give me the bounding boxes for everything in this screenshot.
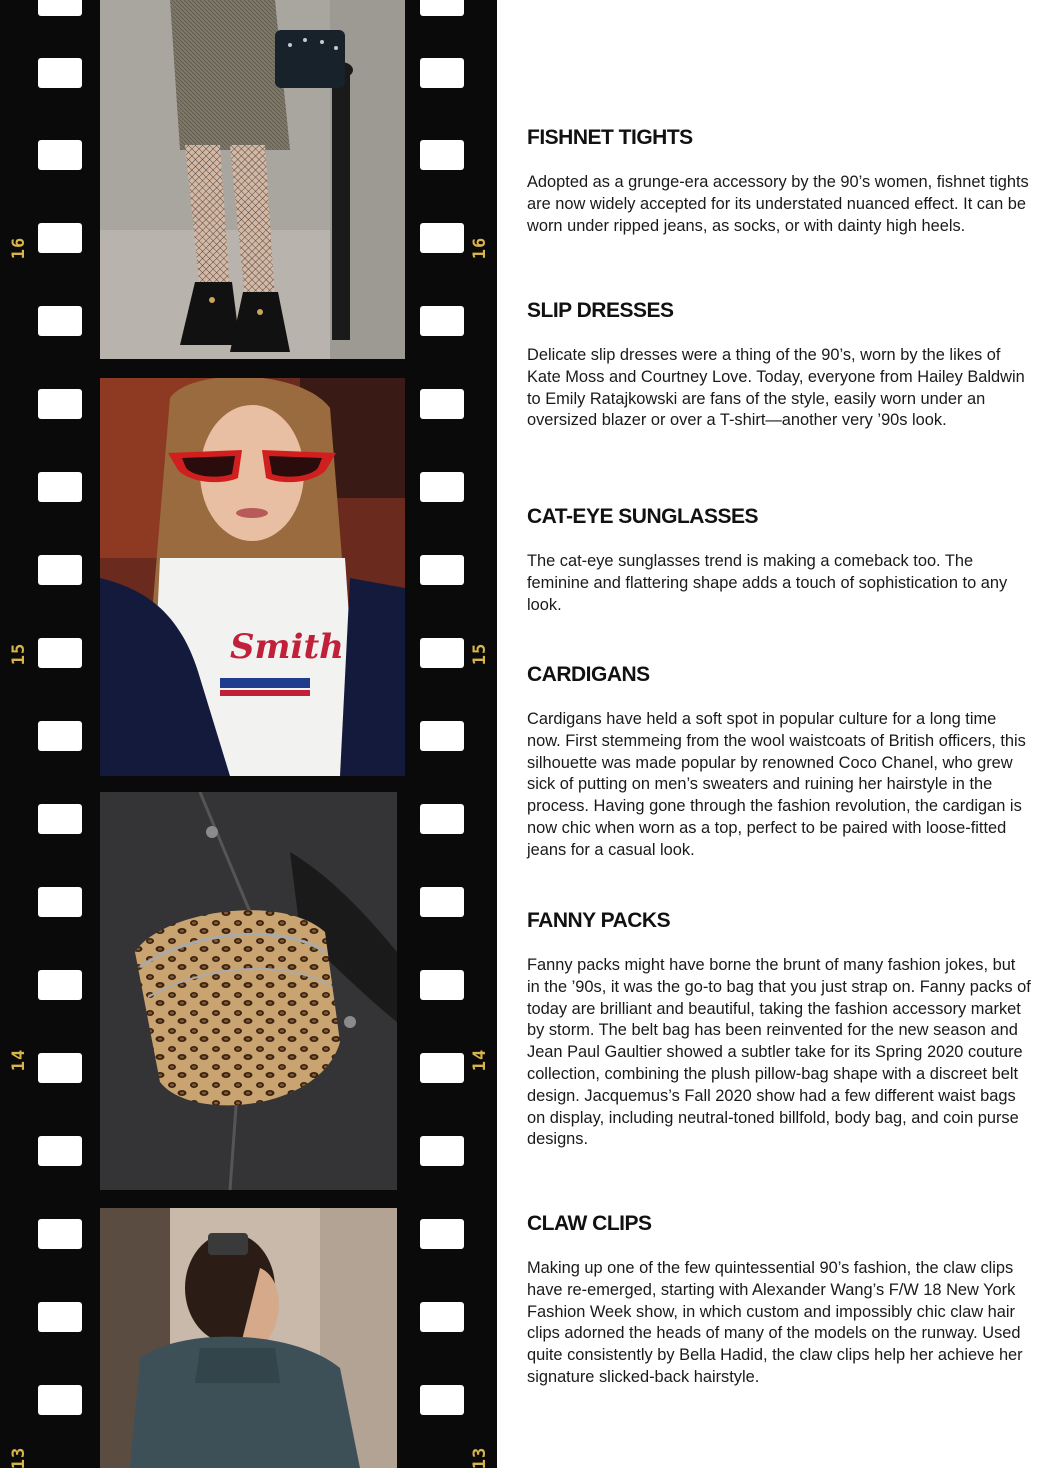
section-slip-dresses (527, 299, 1032, 432)
sprocket-hole (38, 970, 82, 1000)
sprocket-hole (420, 804, 464, 834)
sprocket-hole (420, 555, 464, 585)
sprocket-hole (420, 0, 464, 16)
sprocket-hole (38, 1385, 82, 1415)
section-title: SLIP DRESSES (527, 299, 674, 322)
section-fishnet-tights (527, 126, 1032, 237)
claw-clip-photo (100, 1208, 397, 1468)
sprocket-hole (38, 1219, 82, 1249)
section-title: CLAW CLIPS (527, 1212, 652, 1235)
frame-number: 16 (470, 236, 490, 260)
section-title: FANNY PACKS (527, 909, 671, 932)
section-cardigans (527, 663, 1032, 862)
fishnet-tights-photo (100, 0, 405, 359)
sprocket-hole (420, 1385, 464, 1415)
sprocket-hole (420, 638, 464, 668)
sprocket-hole (38, 223, 82, 253)
frame-number: 14 (9, 1048, 29, 1072)
sprocket-hole (38, 389, 82, 419)
sprocket-hole (420, 472, 464, 502)
sprocket-hole (38, 140, 82, 170)
sprocket-hole (420, 1302, 464, 1332)
frame-number: 15 (9, 642, 29, 666)
sprocket-hole (420, 1136, 464, 1166)
section-body: Delicate slip dresses were a thing of the 90’s, worn by the likes of Kate Moss and Courtney Love. Today, everyone from Hailey Baldwin to Emily Ratajkowski are fans of the style, easily worn under an oversized blazer or over a T-shirt—another very ’90s look. (527, 346, 1025, 430)
section-body: The cat-eye sunglasses trend is making a comeback too. The feminine and flattering shape adds a touch of sophistication to any look. (527, 552, 1008, 614)
frame-number: 15 (470, 642, 490, 666)
sprocket-hole (38, 0, 82, 16)
frame-number: 14 (470, 1048, 490, 1072)
sprocket-hole (420, 389, 464, 419)
section-body: Fanny packs might have borne the brunt of many fashion jokes, but in the ’90s, it was the go-to bag that you just strap on. Fanny packs of today are brilliant and beautiful, taking the fashion accessory market by storm. The belt bag has been reinvented for the new season and Jean Paul Gaultier showed a subtler take for its Spring 2020 couture collection, combining the plush pillow-bag shape with a discreet belt design. Jacquemus’s Fall 2020 show had a few different waist bags on display, including neutral-toned billfold, body bag, and coin purse designs. (527, 956, 1031, 1149)
film-strip (0, 0, 497, 1468)
sprocket-hole (420, 306, 464, 336)
section-body: Adopted as a grunge-era accessory by the 90’s women, fishnet tights are now widely accepted for its understated nuanced effect. It can be worn under ripped jeans, as socks, or with dainty high heels. (527, 173, 1029, 235)
section-body: Making up one of the few quintessential 90’s fashion, the claw clips have re-emerged, starting with Alexander Wang’s F/W 18 New York Fashion Week show, in which custom and impossibly chic claw hair clips adorned the heads of many of the models on the runway. Used quite consistently by Bella Hadid, the claw clips help her achieve her signature slicked-back hairstyle. (527, 1259, 1023, 1386)
sprocket-hole (420, 1219, 464, 1249)
sprocket-hole (38, 306, 82, 336)
cat-eye-sunglasses-photo (100, 378, 405, 776)
sprocket-hole (38, 1053, 82, 1083)
sprocket-hole (420, 721, 464, 751)
sprocket-hole (38, 721, 82, 751)
section-title: CAT-EYE SUNGLASSES (527, 505, 758, 528)
section-body: Cardigans have held a soft spot in popular culture for a long time now. First stemmeing from the wool waistcoats of British officers, this silhouette was made popular by renowned Coco Chanel, who grew sick of putting on men’s sweaters and ruining her hairstyle in the process. Having gone through the fashion revolution, the cardigan is now chic when worn as a top, perfect to be paired with loose-fitted jeans for a casual look. (527, 710, 1026, 859)
sprocket-hole (38, 887, 82, 917)
frame-number: 13 (470, 1446, 490, 1470)
section-fanny-packs (527, 909, 1032, 1151)
sprocket-hole (38, 1302, 82, 1332)
sprocket-hole (38, 1136, 82, 1166)
sprocket-hole (420, 223, 464, 253)
shirt-print-text: Smith (230, 627, 344, 667)
sprocket-hole (38, 472, 82, 502)
section-cat-eye-sunglasses (527, 505, 1032, 616)
sprocket-hole (420, 58, 464, 88)
sprocket-hole (420, 1053, 464, 1083)
section-claw-clips (527, 1212, 1032, 1389)
frame-number: 16 (9, 236, 29, 260)
sprocket-hole (38, 638, 82, 668)
section-title: CARDIGANS (527, 663, 650, 686)
frame-number: 13 (9, 1446, 29, 1470)
sprocket-hole (420, 140, 464, 170)
section-title: FISHNET TIGHTS (527, 126, 693, 149)
sprocket-hole (38, 58, 82, 88)
leopard-fanny-pack-photo (100, 792, 397, 1190)
sprocket-hole (38, 555, 82, 585)
sprocket-hole (420, 970, 464, 1000)
sprocket-hole (38, 804, 82, 834)
sprocket-hole (420, 887, 464, 917)
